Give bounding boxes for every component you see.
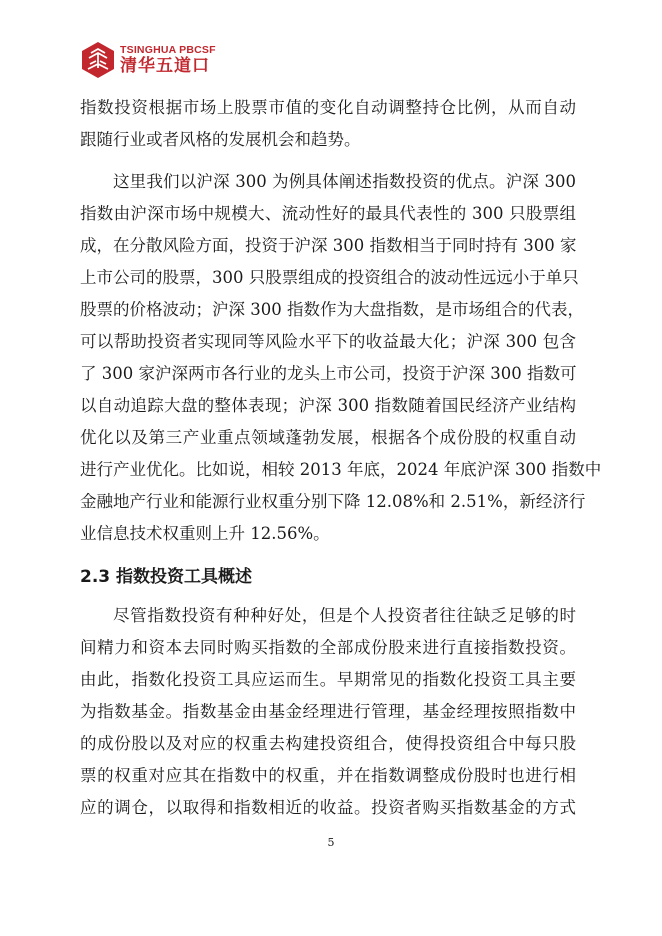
tsinghua-pbcsf-logo-icon xyxy=(82,42,114,78)
text-line: 业信息技术权重则上升 12.56%。 xyxy=(80,524,330,543)
text-line: 可以帮助投资者实现同等风险水平下的收益最大化；沪深 300 包含 xyxy=(80,332,576,351)
text-line: 成，在分散风险方面，投资于沪深 300 指数相当于同时持有 300 家 xyxy=(80,236,577,255)
text-line: 股票的价格波动；沪深 300 指数作为大盘指数，是市场组合的代表， xyxy=(80,300,584,319)
text-line: 应的调仓，以取得和指数相近的收益。投资者购买指数基金的方式 xyxy=(80,798,576,817)
paragraph xyxy=(80,169,602,553)
text-line: 由此，指数化投资工具应运而生。早期常见的指数化投资工具主要 xyxy=(80,670,576,689)
text-line: 这里我们以沪深 300 为例具体阐述指数投资的优点。沪深 300 xyxy=(113,172,576,191)
document-body xyxy=(80,95,602,827)
logo-chinese: 清华五道口 xyxy=(120,56,210,76)
text-line: 间精力和资本去同时购买指数的全部成份股来进行直接指数投资。 xyxy=(80,638,576,657)
logo xyxy=(82,42,216,78)
logo-english: TSINGHUA PBCSF xyxy=(120,44,216,56)
text-line: 以自动追踪大盘的整体表现；沪深 300 指数随着国民经济产业结构 xyxy=(80,396,576,415)
section-heading: 2.3 指数投资工具概述 xyxy=(80,567,253,587)
paragraph xyxy=(80,603,576,827)
paragraph xyxy=(80,95,576,159)
text-line: 了 300 家沪深两市各行业的龙头上市公司，投资于沪深 300 指数可 xyxy=(80,364,577,383)
text-line: 进行产业优化。比如说，相较 2013 年底，2024 年底沪深 300 指数中 xyxy=(80,460,602,479)
text-line: 为指数基金。指数基金由基金经理进行管理，基金经理按照指数中 xyxy=(80,702,576,721)
text-line: 指数投资根据市场上股票市值的变化自动调整持仓比例，从而自动 xyxy=(80,98,576,117)
text-line: 跟随行业或者风格的发展机会和趋势。 xyxy=(80,130,361,149)
text-line: 尽管指数投资有种种好处，但是个人投资者往往缺乏足够的时 xyxy=(113,606,576,625)
text-line: 指数由沪深市场中规模大、流动性好的最具代表性的 300 只股票组 xyxy=(80,204,576,223)
text-line: 上市公司的股票，300 只股票组成的投资组合的波动性远远小于单只 xyxy=(80,268,579,287)
text-line: 金融地产行业和能源行业权重分别下降 12.08%和 2.51%，新经济行 xyxy=(80,492,586,511)
text-line: 的成份股以及对应的权重去构建投资组合，使得投资组合中每只股 xyxy=(80,734,576,753)
text-line: 优化以及第三产业重点领域蓬勃发展，根据各个成份股的权重自动 xyxy=(80,428,576,447)
text-line: 票的权重对应其在指数中的权重，并在指数调整成份股时也进行相 xyxy=(80,766,576,785)
page-number: 5 xyxy=(327,836,335,849)
